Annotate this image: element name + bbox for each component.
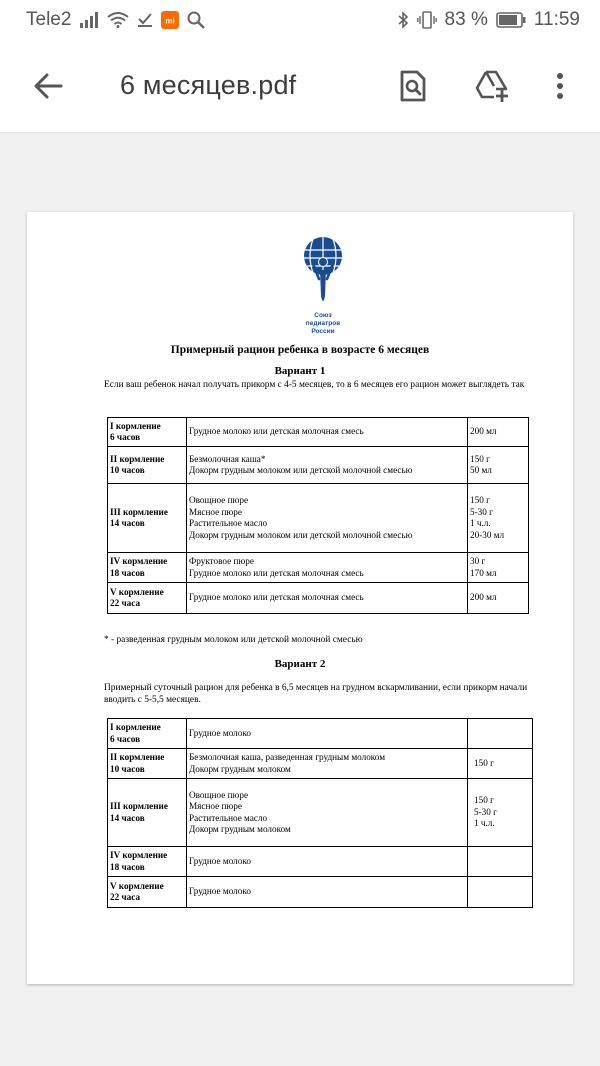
food-cell-line: Безмолочная каша, разведенная грудным молоком	[189, 752, 386, 762]
logo-caption	[277, 312, 369, 336]
table-row	[108, 847, 533, 877]
food-cell-line: Докорм грудным молоком или детской молочной смесью	[189, 465, 413, 475]
variant-1-table	[107, 417, 529, 614]
food-cell	[187, 583, 468, 614]
status-left	[26, 9, 205, 31]
feeding-time-cell	[108, 484, 187, 553]
table-row	[108, 553, 529, 583]
battery-icon	[496, 12, 526, 28]
table-row	[108, 418, 529, 447]
amount-cell-line: 150 г	[470, 495, 490, 505]
table-body	[108, 418, 529, 614]
food-cell	[187, 749, 468, 779]
pdf-page[interactable]	[27, 212, 573, 984]
add-to-drive-icon	[472, 66, 512, 106]
feeding-time-cell-line: 14 часов	[110, 518, 145, 528]
more-options-button[interactable]	[545, 66, 575, 106]
amount-cell-line: 30 г	[470, 556, 486, 566]
svg-text:mi: mi	[165, 16, 176, 26]
feeding-time-cell-line: 22 часа	[110, 892, 141, 902]
feeding-time-cell-line: III кормление	[110, 801, 168, 811]
amount-cell	[468, 583, 529, 614]
variant-2-heading: Вариант 2	[274, 658, 326, 670]
food-cell	[187, 719, 468, 749]
amount-cell	[468, 484, 529, 553]
feeding-time-cell-line: II кормление	[110, 453, 165, 464]
feeding-time-cell-line: 10 часов	[110, 465, 145, 475]
feeding-time-cell-line: 6 часов	[110, 432, 141, 442]
food-cell-line: Грудное молоко	[189, 727, 251, 738]
table-body	[108, 719, 533, 908]
food-cell-line: Овощное пюре	[189, 789, 249, 800]
feeding-time-cell-line: II кормление	[110, 752, 165, 762]
amount-cell-line: 50 мл	[470, 465, 492, 475]
food-cell-line: Растительное масло	[189, 518, 268, 528]
amount-cell-line: 150 г	[474, 757, 494, 768]
table-row	[108, 749, 533, 779]
add-to-drive-button[interactable]	[472, 66, 512, 106]
amount-cell	[468, 779, 533, 847]
table-row	[108, 447, 529, 484]
food-cell	[187, 418, 468, 447]
food-cell-line: Мясное пюре	[189, 506, 242, 517]
food-cell	[187, 779, 468, 847]
food-cell-line: Овощное пюре	[189, 495, 249, 505]
amount-cell	[468, 447, 529, 484]
signal-icon	[79, 12, 99, 28]
food-cell-line: Мясное пюре	[189, 801, 242, 811]
logo-line: Союз	[314, 312, 332, 319]
amount-cell-line: 5-30 г	[470, 506, 493, 517]
feeding-time-cell-line: IV кормление	[110, 556, 168, 566]
download-done-icon	[137, 12, 153, 28]
footnote: * - разведенная грудным молоком или детской молочной смесью	[104, 635, 363, 645]
food-cell-line: Грудное молоко	[189, 855, 251, 866]
table-row	[108, 779, 533, 847]
feeding-time-cell-line: 10 часов	[110, 763, 145, 774]
variant-2-table	[107, 718, 533, 908]
food-cell	[187, 553, 468, 583]
food-cell-line: Растительное масло	[189, 812, 268, 823]
amount-cell	[468, 749, 533, 779]
feeding-time-cell	[108, 447, 187, 484]
feeding-time-cell-line: 14 часов	[110, 812, 145, 823]
amount-cell	[468, 418, 529, 447]
document-title: 6 месяцев.pdf	[120, 70, 297, 100]
food-cell-line: Грудное молоко или детская молочная смесь	[189, 592, 364, 603]
amount-cell-line: 200 мл	[470, 426, 497, 437]
amount-cell-line: 150 г	[470, 453, 490, 464]
amount-cell	[468, 847, 533, 877]
amount-cell-line: 5-30 г	[474, 806, 497, 817]
food-cell-line: Безмолочная каша*	[189, 453, 266, 464]
feeding-time-cell	[108, 779, 187, 847]
food-cell-line: Докорм грудным молоком или детской молочной смесью	[189, 529, 413, 540]
arrow-back-icon	[28, 66, 68, 106]
mi-app-icon	[161, 11, 179, 29]
feeding-time-cell-line: I кормление	[110, 420, 161, 431]
status-right	[397, 9, 580, 31]
amount-cell-line: 170 мл	[470, 567, 497, 578]
battery-percent: 83 %	[444, 9, 488, 30]
table-row	[108, 484, 529, 553]
feeding-time-cell	[108, 847, 187, 877]
app-toolbar	[0, 40, 600, 133]
feeding-time-cell-line: 22 часа	[110, 598, 141, 608]
find-in-document-button[interactable]	[393, 66, 433, 106]
food-cell-line: Грудное молоко или детская молочная смесь	[189, 567, 364, 578]
food-cell	[187, 847, 468, 877]
food-cell	[187, 484, 468, 553]
amount-cell	[468, 877, 533, 908]
feeding-time-cell-line: V кормление	[110, 880, 164, 891]
food-cell-line: Фруктовое пюре	[189, 556, 254, 566]
variant-2-intro: Примерный суточный рацион для ребенка в 6,5 месяцев на грудном вскармливании, если прикорм начали вводить с 5-5,5 месяцев.	[104, 683, 528, 705]
amount-cell	[468, 553, 529, 583]
feeding-time-cell-line: 18 часов	[110, 861, 145, 872]
more-vert-icon	[545, 66, 575, 106]
vibrate-icon	[417, 11, 437, 29]
logo-line: педиатров	[305, 320, 341, 327]
feeding-time-cell-line: III кормление	[110, 506, 168, 517]
search-notification-icon	[187, 11, 205, 29]
feeding-time-cell-line: 6 часов	[110, 733, 141, 744]
amount-cell	[468, 719, 533, 749]
feeding-time-cell	[108, 877, 187, 908]
variant-1-heading: Вариант 1	[274, 365, 326, 377]
feeding-time-cell-line: V кормление	[110, 586, 164, 597]
table-row	[108, 877, 533, 908]
amount-cell-line: 1 ч.л.	[474, 818, 495, 829]
amount-cell-line: 150 г	[474, 795, 494, 806]
variant-1-intro: Если ваш ребенок начал получать прикорм с 4-5 месяцев, то в 6 месяцев его рацион может выглядеть так	[104, 380, 525, 390]
clock: 11:59	[533, 9, 580, 30]
food-cell	[187, 877, 468, 908]
bluetooth-icon	[397, 11, 409, 29]
table-row	[108, 719, 533, 749]
food-cell-line: Докорм грудным молоком	[189, 824, 291, 834]
amount-cell-line: 1 ч.л.	[470, 518, 491, 528]
food-cell	[187, 447, 468, 484]
wifi-icon	[107, 12, 129, 28]
food-cell-line: Докорм грудным молоком	[189, 763, 291, 774]
carrier-name: Tele2	[26, 9, 72, 30]
status-bar	[0, 0, 600, 40]
logo-line: России	[311, 328, 335, 335]
table-row	[108, 583, 529, 614]
feeding-time-cell	[108, 553, 187, 583]
feeding-time-cell-line: 18 часов	[110, 567, 145, 578]
find-in-page-icon	[393, 66, 433, 106]
amount-cell-line: 20-30 мл	[470, 529, 505, 540]
feeding-time-cell-line: IV кормление	[110, 850, 168, 860]
back-button[interactable]	[28, 66, 68, 106]
feeding-time-cell	[108, 418, 187, 447]
feeding-time-cell-line: I кормление	[110, 722, 161, 732]
feeding-time-cell	[108, 749, 187, 779]
food-cell-line: Грудное молоко	[189, 886, 251, 897]
food-cell-line: Грудное молоко или детская молочная смесь	[189, 426, 364, 437]
feeding-time-cell	[108, 719, 187, 749]
amount-cell-line: 200 мл	[470, 592, 497, 603]
document-heading: Примерный рацион ребенка в возрасте 6 месяцев	[170, 344, 430, 356]
feeding-time-cell	[108, 583, 187, 614]
